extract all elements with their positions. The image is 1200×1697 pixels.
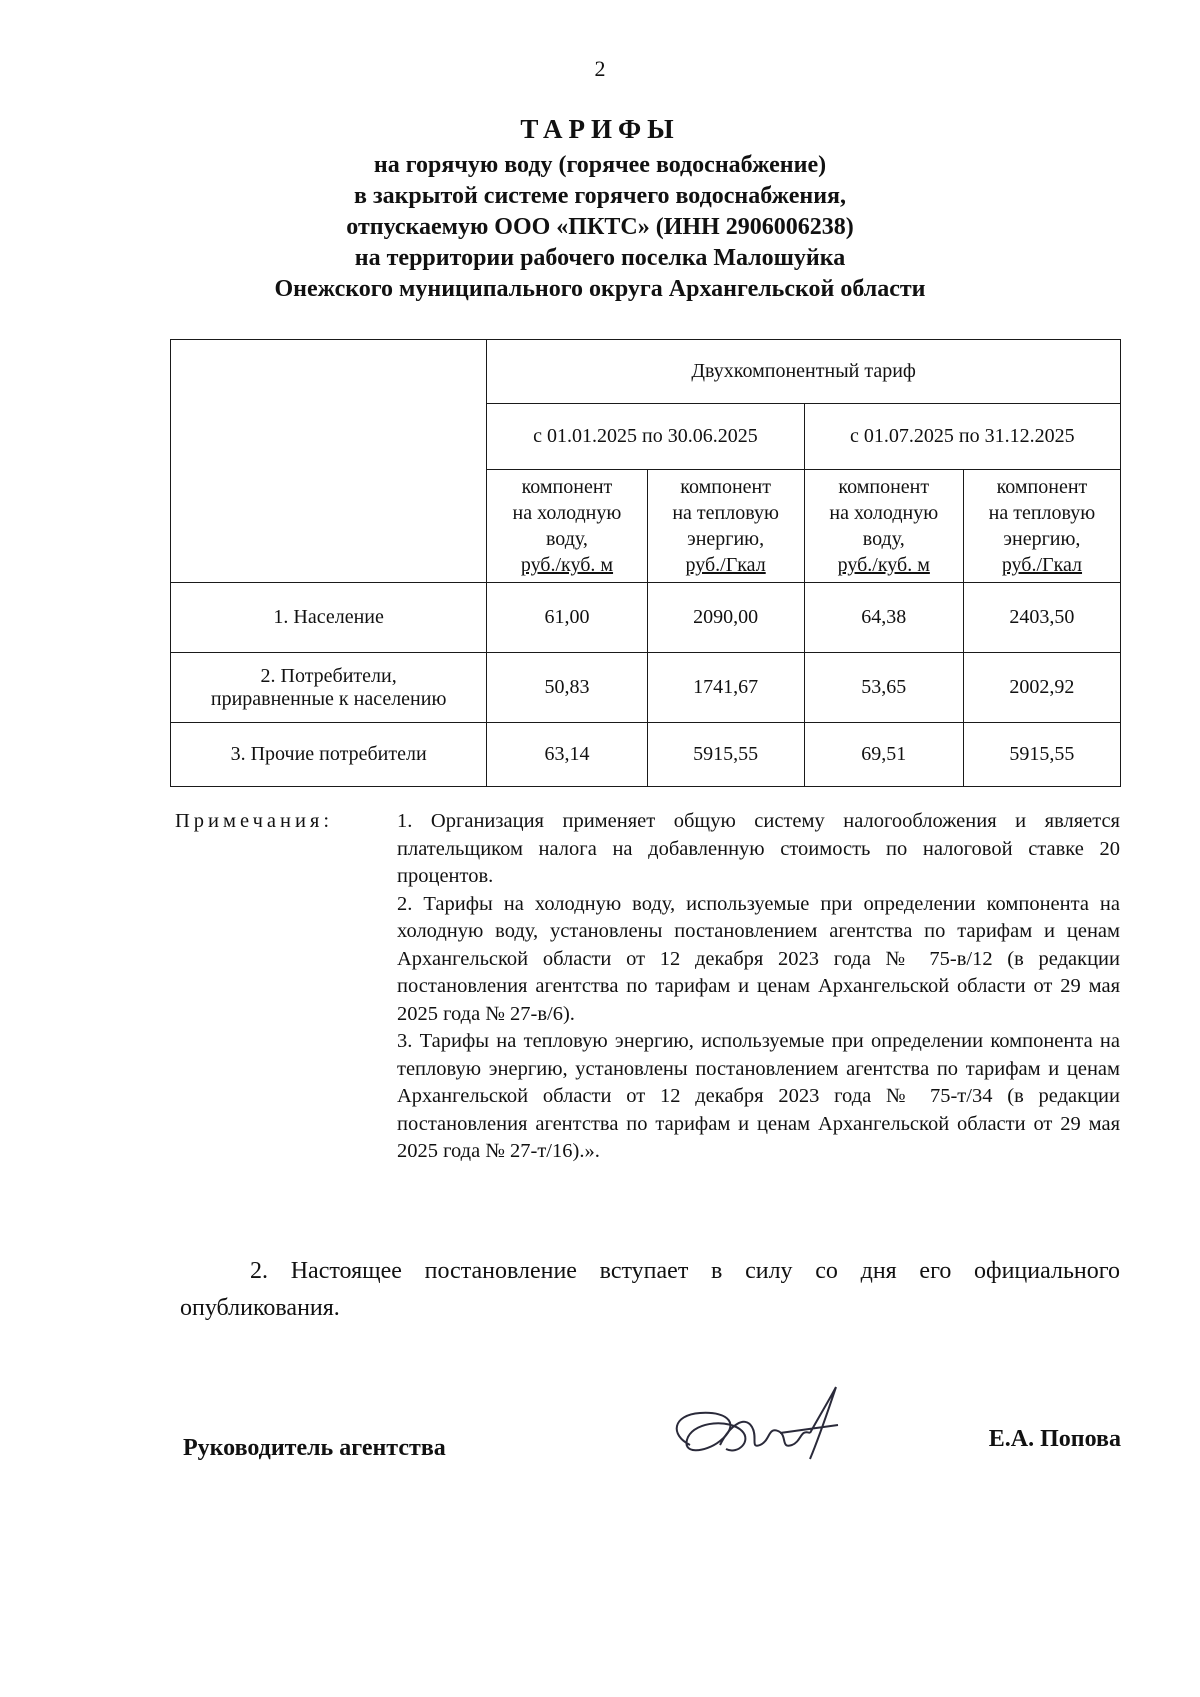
period-header-1: с 01.01.2025 по 30.06.2025	[487, 404, 804, 470]
title-main: ТАРИФЫ	[520, 114, 680, 144]
effective-clause: 2. Настоящее постановление вступает в силу со дня его официального опубликования.	[180, 1258, 1120, 1321]
title-line-3: отпускаемую ООО «ПКТС» (ИНН 2906006238)	[346, 214, 854, 240]
period-header-2: с 01.07.2025 по 31.12.2025	[804, 404, 1120, 470]
table-cell: 2002,92	[963, 653, 1120, 723]
table-row	[171, 583, 1121, 653]
note-item: 2. Тарифы на холодную воду, используемые при определении компонента на холодную воду, установлены постановлением агентства по тарифам и ценам Архангельской области от 12 декабря 2023 года № 75-в/12 (в редакции постановления агентства по тарифам и ценам Архангельской области от 29 мая 2025 года № 27-в/6).	[397, 892, 1120, 1025]
handwritten-signature	[660, 1375, 860, 1485]
table-cell: 5915,55	[647, 723, 804, 787]
table-cell: 1741,67	[647, 653, 804, 723]
title-line-4: на территории рабочего поселка Малошуйка	[354, 245, 846, 271]
signatory-name: Е.А. Попова	[988, 1426, 1121, 1452]
note-item: 3. Тарифы на тепловую энергию, используемые при определении компонента на тепловую энергию, установлены постановлением агентства по тарифам и ценам Архангельской области от 12 декабря 2023 года № 75-т/34 (в редакции постановления агентства по тарифам и ценам Архангельской области от 29 мая 2025 года № 27-т/16).».	[397, 1030, 1120, 1162]
table-cell: 2403,50	[963, 583, 1120, 653]
tariff-table	[170, 339, 1121, 787]
notes-label: Примечания:	[175, 810, 334, 832]
component-header: компонент на тепловую энергию, руб./Гкал	[647, 470, 804, 583]
title-line-2: в закрытой системе горячего водоснабжения,	[353, 183, 847, 209]
table-cell: 63,14	[487, 723, 647, 787]
table-cell: 50,83	[487, 653, 647, 723]
notes-list	[397, 808, 1120, 1166]
table-cell: 64,38	[804, 583, 963, 653]
page-number: 2	[594, 56, 606, 81]
document-title	[0, 108, 1200, 305]
table-cell: 5915,55	[963, 723, 1120, 787]
row-label: 2. Потребители, приравненные к населению	[171, 653, 487, 723]
tariff-type-header: Двухкомпонентный тариф	[487, 340, 1121, 404]
table-cell: 53,65	[804, 653, 963, 723]
table-cell: 2090,00	[647, 583, 804, 653]
row-label: 1. Население	[171, 583, 487, 653]
row-label: 3. Прочие потребители	[171, 723, 487, 787]
table-cell: 61,00	[487, 583, 647, 653]
header-empty-cell	[171, 340, 487, 583]
component-header: компонент на холодную воду, руб./куб. м	[804, 470, 963, 583]
signatory-role: Руководитель агентства	[183, 1435, 446, 1461]
title-line-1: на горячую воду (горячее водоснабжение)	[373, 152, 827, 178]
title-line-5: Онежского муниципального округа Архангельской области	[274, 276, 926, 302]
component-header: компонент на холодную воду, руб./куб. м	[487, 470, 647, 583]
table-cell: 69,51	[804, 723, 963, 787]
note-item: 1. Организация применяет общую систему налогообложения и является плательщиком налога на добавленную стоимость по налоговой ставке 20 процентов.	[397, 810, 1120, 887]
table-row	[171, 723, 1121, 787]
component-header: компонент на тепловую энергию, руб./Гкал	[963, 470, 1120, 583]
table-row	[171, 653, 1121, 723]
table-header-row	[171, 340, 1121, 404]
